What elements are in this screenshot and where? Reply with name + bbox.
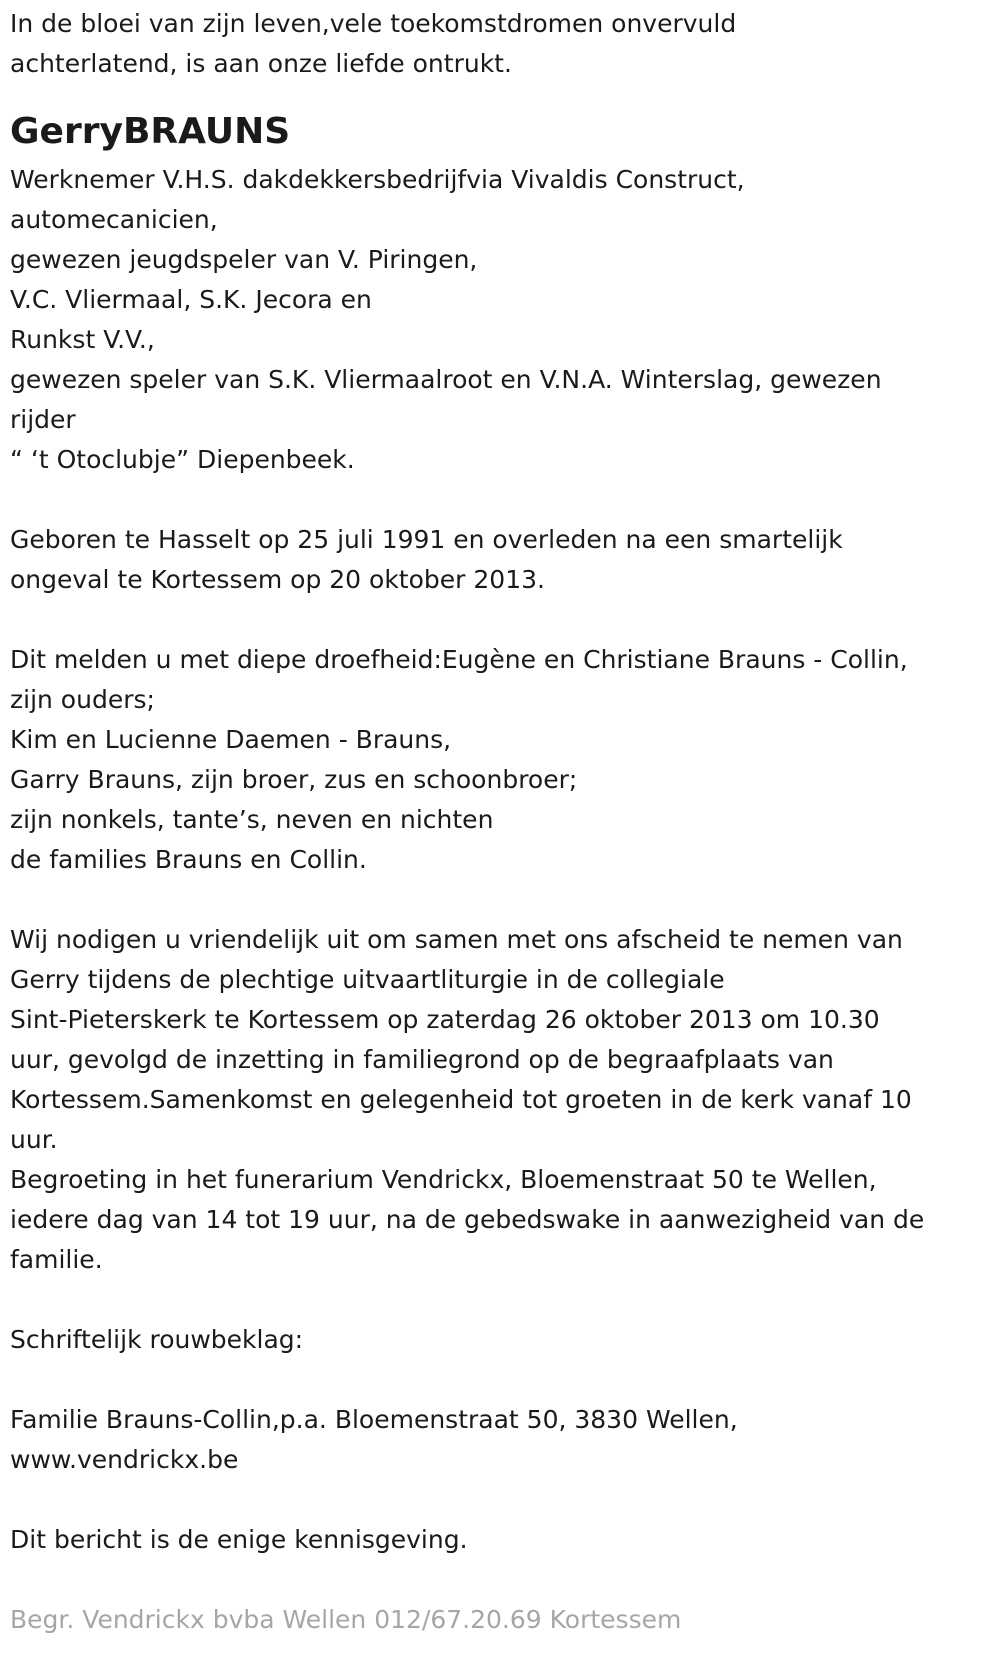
career-line: rijder	[10, 405, 76, 434]
birth-death-paragraph	[10, 520, 990, 600]
family-line: Garry Brauns, zijn broer, zus en schoonbroer;	[10, 765, 578, 794]
funeral-line: Gerry tijdens de plechtige uitvaartliturgie in de collegiale	[10, 965, 725, 994]
notice-text: Dit bericht is de enige kennisgeving.	[10, 1525, 468, 1554]
career-line: automecanicien,	[10, 205, 218, 234]
family-paragraph	[10, 640, 990, 880]
funeral-line: Sint-Pieterskerk te Kortessem op zaterdag 26 oktober 2013 om 10.30	[10, 1005, 880, 1034]
address-line: Familie Brauns-Collin,p.a. Bloemenstraat 50, 3830 Wellen,	[10, 1405, 738, 1434]
funeral-line: Begroeting in het funerarium Vendrickx, Bloemenstraat 50 te Wellen,	[10, 1165, 877, 1194]
funeral-paragraph	[10, 920, 990, 1280]
funeral-line: uur, gevolgd de inzetting in familiegrond op de begraafplaats van	[10, 1045, 834, 1074]
website-link[interactable]: www.vendrickx.be	[10, 1445, 239, 1474]
funeral-home-footer: Begr. Vendrickx bvba Wellen 012/67.20.69 Kortessem	[10, 1605, 682, 1634]
career-line: V.C. Vliermaal, S.K. Jecora en	[10, 285, 372, 314]
family-line: de families Brauns en Collin.	[10, 845, 367, 874]
deceased-name: GerryBRAUNS	[10, 111, 291, 152]
career-line: Runkst V.V.,	[10, 325, 155, 354]
spacer	[10, 1280, 990, 1320]
funeral-line: Wij nodigen u vriendelijk uit om samen met ons afscheid te nemen van	[10, 925, 903, 954]
family-line: zijn ouders;	[10, 685, 155, 714]
career-line: gewezen jeugdspeler van V. Piringen,	[10, 245, 478, 274]
career-line: Werknemer V.H.S. dakdekkersbedrijfvia Vivaldis Construct,	[10, 165, 745, 194]
address-paragraph	[10, 1400, 990, 1480]
funeral-line: familie.	[10, 1245, 103, 1274]
funeral-line: Kortessem.Samenkomst en gelegenheid tot groeten in de kerk vanaf 10	[10, 1085, 912, 1114]
family-line: Kim en Lucienne Daemen - Brauns,	[10, 725, 452, 754]
spacer	[10, 880, 990, 920]
spacer	[10, 1360, 990, 1400]
career-line: “ ‘t Otoclubje” Diepenbeek.	[10, 445, 355, 474]
spacer	[10, 1480, 990, 1520]
intro-line: In de bloei van zijn leven,vele toekomstdromen onvervuld	[10, 9, 737, 38]
career-paragraph	[10, 160, 990, 480]
family-line: zijn nonkels, tante’s, neven en nichten	[10, 805, 494, 834]
intro-line: achterlatend, is aan onze liefde ontrukt.	[10, 49, 512, 78]
funeral-line: iedere dag van 14 tot 19 uur, na de gebedswake in aanwezigheid van de	[10, 1205, 925, 1234]
funeral-line: uur.	[10, 1125, 58, 1154]
spacer	[10, 600, 990, 640]
spacer	[10, 480, 990, 520]
birth-death-line: ongeval te Kortessem op 20 oktober 2013.	[10, 565, 545, 594]
spacer	[10, 1560, 990, 1600]
condolence-label: Schriftelijk rouwbeklag:	[10, 1325, 304, 1354]
intro-paragraph	[10, 4, 990, 84]
birth-death-line: Geboren te Hasselt op 25 juli 1991 en overleden na een smartelijk	[10, 525, 843, 554]
career-line: gewezen speler van S.K. Vliermaalroot en V.N.A. Winterslag, gewezen	[10, 365, 882, 394]
family-line: Dit melden u met diepe droefheid:Eugène en Christiane Brauns - Collin,	[10, 645, 908, 674]
